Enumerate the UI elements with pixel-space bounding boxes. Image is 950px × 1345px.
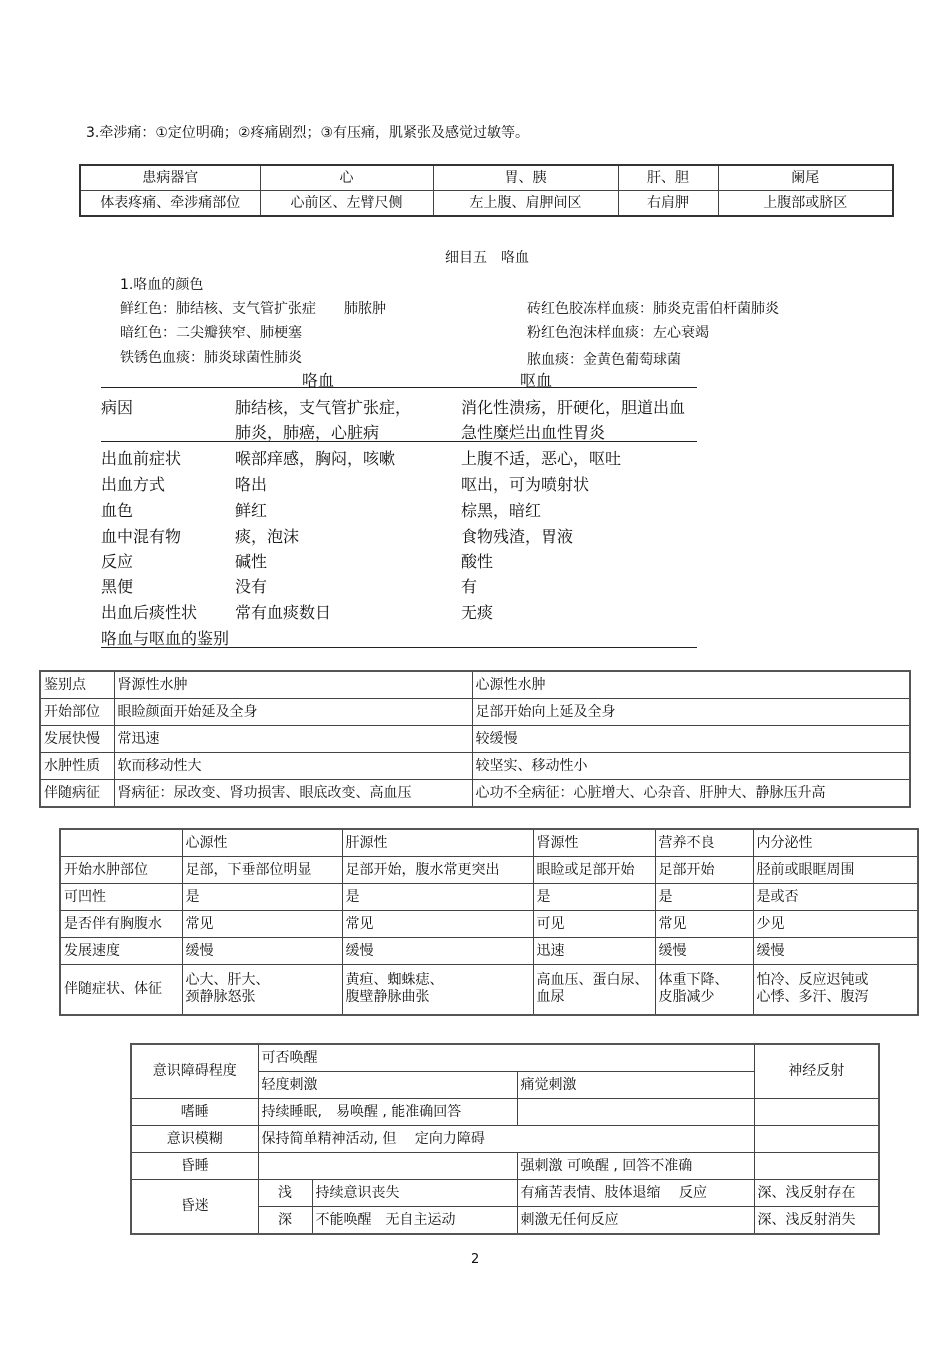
- table-cell: 是或否: [753, 884, 918, 911]
- cell-line: 心大、肝大、: [185, 972, 270, 989]
- table-cell: [754, 1153, 879, 1180]
- row-label: 黑便: [101, 577, 134, 596]
- row-label: 出血方式: [101, 475, 166, 494]
- table-cell: 心: [260, 165, 433, 191]
- cell-line: 颈静脉怒张: [185, 989, 256, 1006]
- row-value: 急性糜烂出血性胃炎: [461, 423, 606, 442]
- table-cell: 左上腹、肩胛间区: [433, 191, 618, 217]
- row-value: 咯出: [235, 475, 268, 494]
- table-row: [60, 857, 918, 884]
- cell-line: 高血压、蛋白尿、: [536, 972, 649, 989]
- row-value: 常有血痰数日: [235, 603, 332, 622]
- table-cell: 嗜睡: [131, 1099, 258, 1126]
- row-label: 出血后痰性状: [101, 603, 198, 622]
- row-value: 食物残渣，胃液: [461, 527, 574, 546]
- table-cell: 意识障碍程度: [131, 1044, 258, 1099]
- row-value: 碱性: [235, 552, 268, 571]
- table-row: [40, 699, 910, 726]
- table-cell: 是: [533, 884, 655, 911]
- table-cell: [60, 829, 182, 857]
- row-label: 反应: [101, 552, 134, 571]
- table-cell: 心源性: [182, 829, 342, 857]
- table-row: [40, 780, 910, 808]
- table-row: [60, 938, 918, 965]
- table-cell: 鉴别点: [40, 671, 114, 699]
- color-pus: 脓血痰：金黄色葡萄球菌: [527, 352, 681, 368]
- col-header-hemoptysis: 咯血: [302, 371, 335, 390]
- cell-line: 皮脂减少: [658, 989, 715, 1006]
- row-value: 酸性: [461, 552, 494, 571]
- table-cell: 上腹部或脐区: [718, 191, 893, 217]
- table-cell: [754, 1126, 879, 1153]
- row-value: 有: [461, 577, 478, 596]
- table-cell: 肾病征：尿改变、肾功损害、眼底改变、高血压: [114, 780, 472, 808]
- table-cell: 缓慢: [753, 938, 918, 965]
- table-cell: 胫前或眼眶周围: [753, 857, 918, 884]
- table-cell: 深、浅反射存在: [754, 1180, 879, 1207]
- table-cell: 发展速度: [60, 938, 182, 965]
- table-cell: 强刺激 可唤醒 , 回答不准确: [517, 1153, 754, 1180]
- table-cell: 肾源性水肿: [114, 671, 472, 699]
- table-cell: 足部开始: [655, 857, 753, 884]
- table-cell: [754, 1099, 879, 1126]
- page-number: 2: [471, 1252, 480, 1267]
- row-value: 无痰: [461, 603, 494, 622]
- table-cell: [517, 1099, 754, 1126]
- edema-types-table: [59, 828, 919, 1016]
- table-cell: 常见: [655, 911, 753, 938]
- table-cell: 可见: [533, 911, 655, 938]
- table-cell: 营养不良: [655, 829, 753, 857]
- table-row: [131, 1126, 879, 1153]
- table-row: [80, 191, 893, 217]
- table-row: [60, 911, 918, 938]
- table-row: [40, 753, 910, 780]
- color-heading: 1.咯血的颜色: [120, 277, 204, 293]
- table-row: [131, 1044, 879, 1072]
- row-value: 上腹不适，恶心，呕吐: [461, 449, 622, 468]
- table-cell: 迅速: [533, 938, 655, 965]
- table-bottom-rule: [101, 647, 697, 648]
- row-value: 没有: [235, 577, 268, 596]
- table-cell: 保持简单精神活动, 但 定向力障碍: [258, 1126, 754, 1153]
- table-cell: 心功不全病征：心脏增大、心杂音、肝肿大、静脉压升高: [472, 780, 910, 808]
- table-cell: 开始水肿部位: [60, 857, 182, 884]
- table-row: [60, 884, 918, 911]
- table-cell: 可否唤醒: [258, 1044, 754, 1072]
- table-cell: 持续意识丧失: [312, 1180, 517, 1207]
- table-cell: 痛觉刺激: [517, 1072, 754, 1099]
- table-cell: 肾源性: [533, 829, 655, 857]
- table-cell: 是: [182, 884, 342, 911]
- row-label: 血中混有物: [101, 527, 182, 546]
- section-title: 细目五 咯血: [445, 250, 529, 266]
- table-cell: 胃、胰: [433, 165, 618, 191]
- color-bright-red: 鲜红色：肺结核、支气管扩张症 肺脓肿: [120, 301, 386, 317]
- table-cell: 肝、胆: [618, 165, 718, 191]
- table-row: [80, 165, 893, 191]
- row-value: 鲜红: [235, 501, 268, 520]
- color-pink: 粉红色泡沫样血痰：左心衰竭: [527, 325, 709, 341]
- table-cell: 意识模糊: [131, 1126, 258, 1153]
- table-row: [60, 965, 918, 1015]
- table-cell: [533, 965, 655, 1015]
- table-row: [131, 1099, 879, 1126]
- table-cell: 体表疼痛、牵涉痛部位: [80, 191, 260, 217]
- table-cell: 是: [342, 884, 533, 911]
- table-cell: 心源性水肿: [472, 671, 910, 699]
- col-header-hematemesis: 呕血: [520, 371, 553, 390]
- table-cell: 昏迷: [131, 1180, 258, 1235]
- table-cell: 常见: [342, 911, 533, 938]
- table-cell: [182, 965, 342, 1015]
- row-value: 痰，泡沫: [235, 527, 300, 546]
- cell-line: 体重下降、: [658, 972, 729, 989]
- table-cell: 常迅速: [114, 726, 472, 753]
- table-cell: 伴随病征: [40, 780, 114, 808]
- table-cell: 发展快慢: [40, 726, 114, 753]
- color-rust: 铁锈色血痰：肺炎球菌性肺炎: [120, 350, 302, 366]
- row-value: 喉部痒感，胸闷，咳嗽: [235, 449, 396, 468]
- table-cell: 肝源性: [342, 829, 533, 857]
- row-value: 棕黑，暗红: [461, 501, 542, 520]
- cell-line: 黄疸、蜘蛛痣、: [345, 972, 444, 989]
- table-cell: [753, 965, 918, 1015]
- table-cell: 足部，下垂部位明显: [182, 857, 342, 884]
- table-cell: 缓慢: [182, 938, 342, 965]
- table-cell: 持续睡眠, 易唤醒 , 能准确回答: [258, 1099, 517, 1126]
- table-cell: 水肿性质: [40, 753, 114, 780]
- table-top-rule: [101, 387, 697, 388]
- table-cell: [655, 965, 753, 1015]
- table-cell: 是否伴有胸腹水: [60, 911, 182, 938]
- table-cell: 较坚实、移动性小: [472, 753, 910, 780]
- table-row: [40, 671, 910, 699]
- edema-comparison-table: [39, 670, 911, 808]
- table-cell: 可凹性: [60, 884, 182, 911]
- row-value: 呕出，可为喷射状: [461, 475, 590, 494]
- intro-text: 3.牵涉痛：①定位明确；②疼痛剧烈；③有压痛，肌紧张及感觉过敏等。: [86, 125, 530, 141]
- cell-line: 血尿: [536, 989, 565, 1006]
- cell-line: 心悸、多汗、腹泻: [756, 989, 869, 1006]
- row-label: 血色: [101, 501, 134, 520]
- table-cell: 眼睑颜面开始延及全身: [114, 699, 472, 726]
- row-label: 病因: [101, 398, 134, 417]
- table-cell: 深、浅反射消失: [754, 1207, 879, 1235]
- table-cell: 刺激无任何反应: [517, 1207, 754, 1235]
- table-cell: 内分泌性: [753, 829, 918, 857]
- table-cell: 右肩胛: [618, 191, 718, 217]
- table-cell: 神经反射: [754, 1044, 879, 1099]
- table-cell: 少见: [753, 911, 918, 938]
- color-brick-red: 砖红色胶冻样血痰：肺炎克雷伯杆菌肺炎: [527, 301, 779, 317]
- table-cell: 较缓慢: [472, 726, 910, 753]
- table-cell: 昏睡: [131, 1153, 258, 1180]
- table-cell: 浅: [258, 1180, 312, 1207]
- table-cell: 开始部位: [40, 699, 114, 726]
- row-value: 消化性溃疡，肝硬化，胆道出血: [461, 398, 686, 417]
- table-cell: 有痛苦表情、肢体退缩 反应: [517, 1180, 754, 1207]
- row-label: 出血前症状: [101, 449, 182, 468]
- referred-pain-table: [79, 164, 894, 217]
- table-row: [131, 1153, 879, 1180]
- cell-line: 怕冷、反应迟钝或: [756, 972, 869, 989]
- table-cell: 缓慢: [342, 938, 533, 965]
- table-cell: 足部开始向上延及全身: [472, 699, 910, 726]
- table-caption: 咯血与呕血的鉴别: [101, 629, 230, 648]
- table-row: [40, 726, 910, 753]
- consciousness-table: [130, 1043, 880, 1235]
- table-cell: 足部开始，腹水常更突出: [342, 857, 533, 884]
- table-cell: [258, 1153, 517, 1180]
- table-cell: 眼睑或足部开始: [533, 857, 655, 884]
- table-cell: 软而移动性大: [114, 753, 472, 780]
- table-cell: 缓慢: [655, 938, 753, 965]
- table-row: [60, 829, 918, 857]
- table-cell: 是: [655, 884, 753, 911]
- table-cell: [342, 965, 533, 1015]
- table-cell: 深: [258, 1207, 312, 1235]
- table-cell: 伴随症状、体征: [60, 965, 182, 1015]
- table-cell: 心前区、左臂尺侧: [260, 191, 433, 217]
- row-value: 肺结核，支气管扩张症，: [235, 398, 412, 417]
- table-cell: 阑尾: [718, 165, 893, 191]
- table-mid-rule: [101, 441, 697, 442]
- cell-line: 腹壁静脉曲张: [345, 989, 430, 1006]
- row-value: 肺炎，肺癌，心脏病: [235, 423, 380, 442]
- table-cell: 不能唤醒 无自主运动: [312, 1207, 517, 1235]
- color-dark-red: 暗红色：二尖瓣狭窄、肺梗塞: [120, 325, 302, 341]
- table-cell: 轻度刺激: [258, 1072, 517, 1099]
- table-cell: 患病器官: [80, 165, 260, 191]
- table-row: [131, 1180, 879, 1207]
- table-cell: 常见: [182, 911, 342, 938]
